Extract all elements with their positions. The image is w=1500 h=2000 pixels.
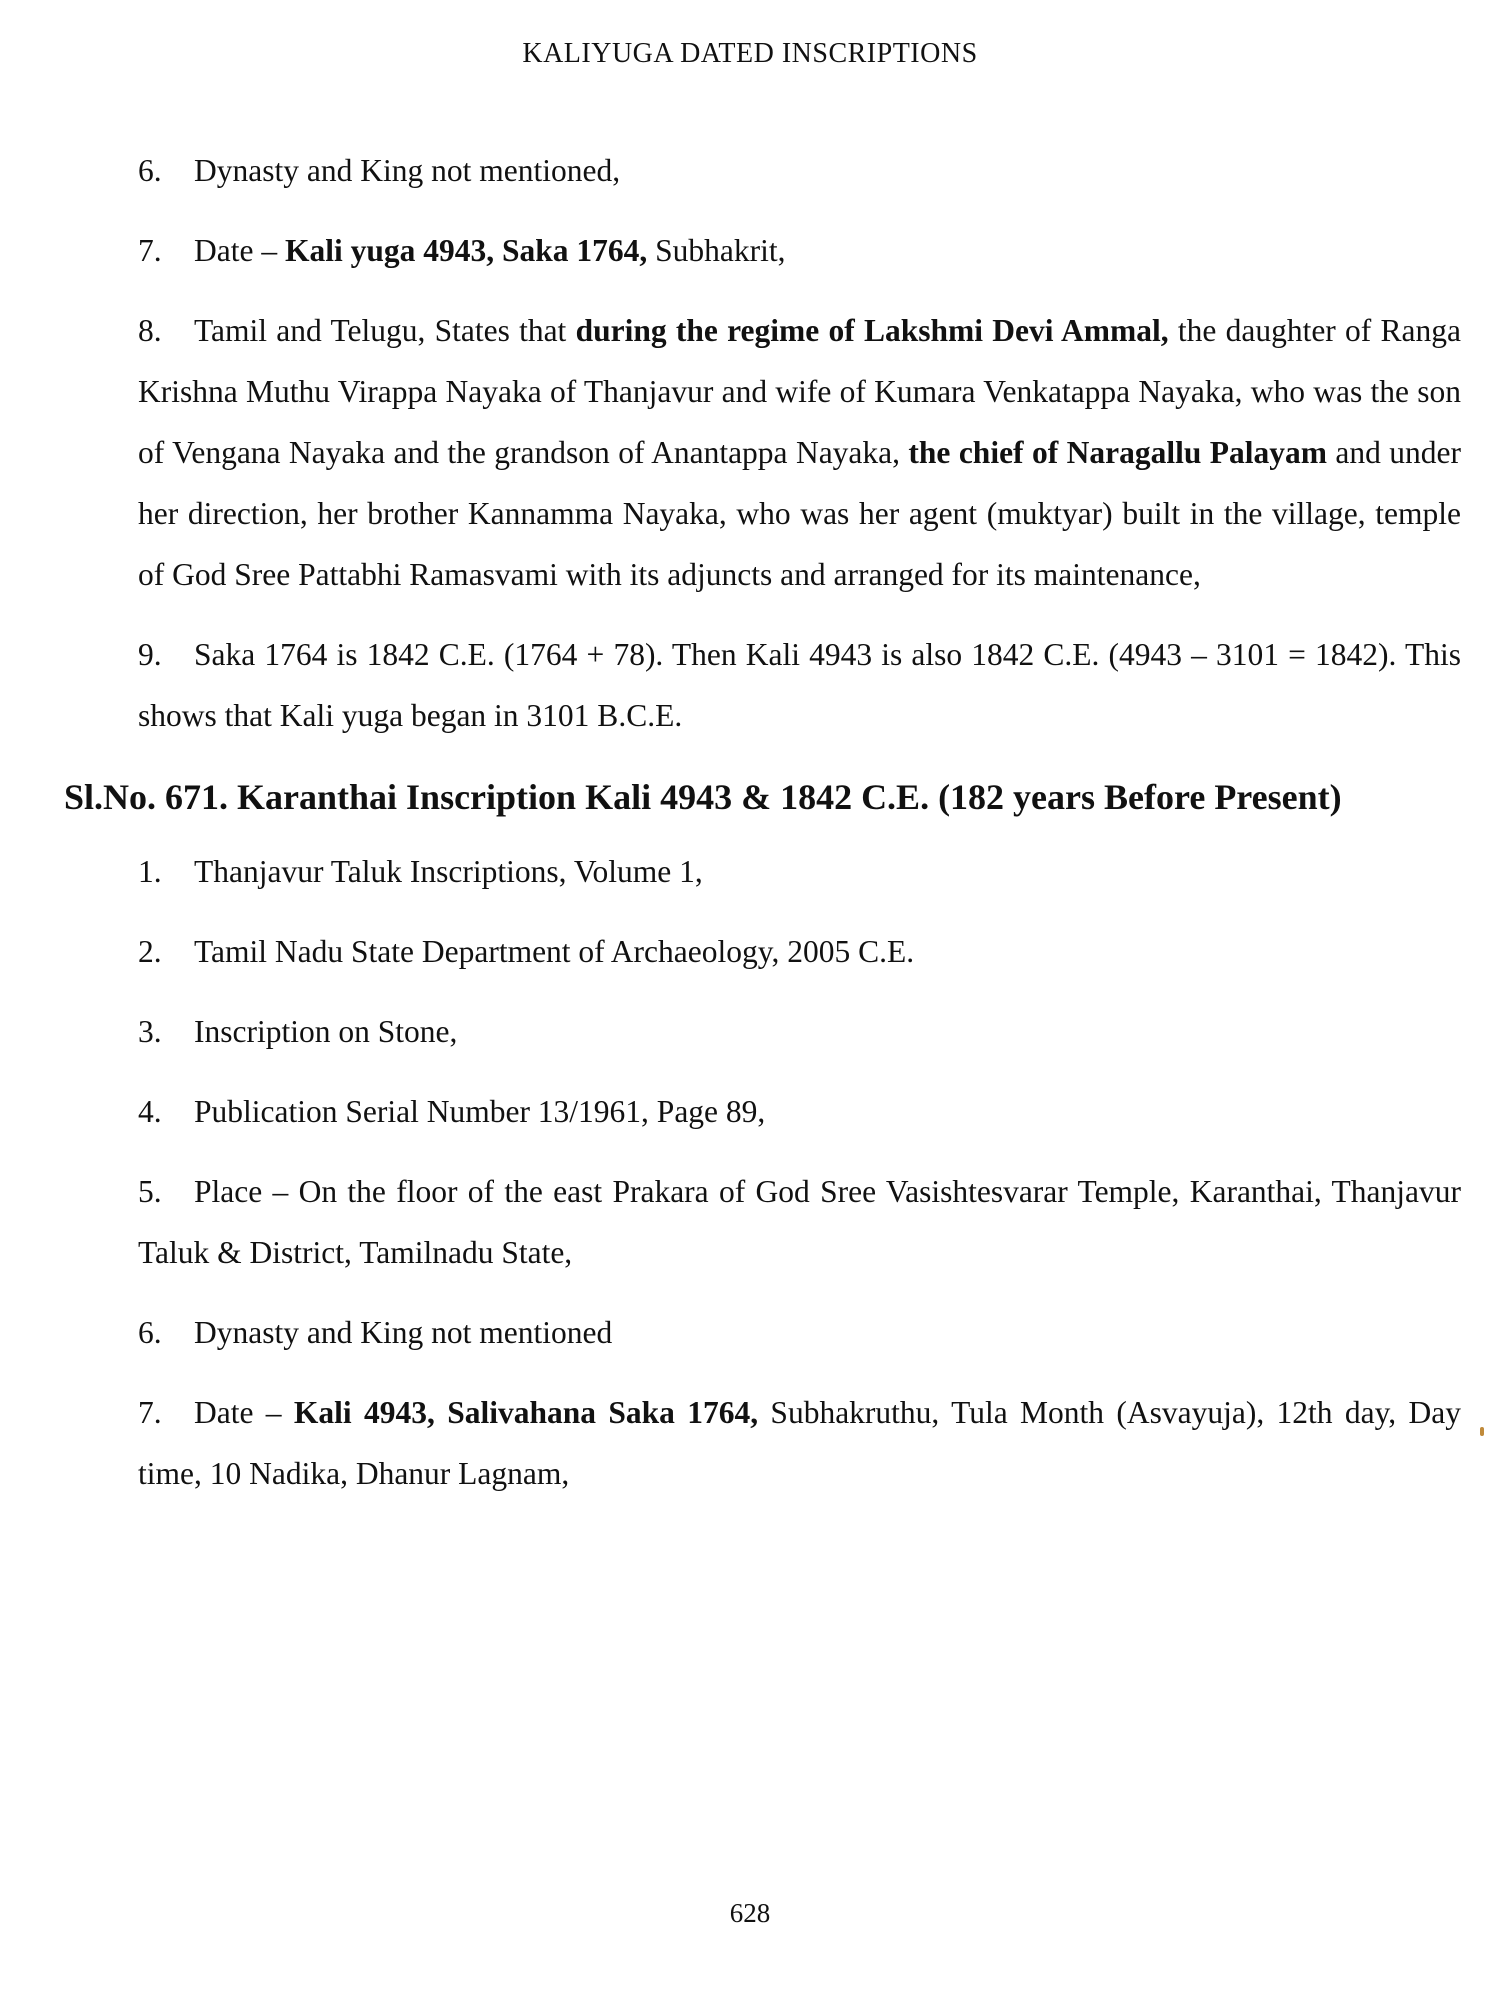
item-text: Saka 1764 is 1842 C.E. (1764 + 78). Then Kali 4943 is also 1842 C.E. (4943 – 3101 = 1842). This shows that Kali yuga began in 3101 B.C.E. xyxy=(138,637,1461,733)
page-number: 628 xyxy=(729,1898,771,1928)
list-item-b5 xyxy=(138,1161,1461,1283)
section-heading: Sl.No. 671. Karanthai Inscription Kali 4943 & 1842 C.E. (182 years Before Present) xyxy=(64,777,1342,817)
item-number: 8. xyxy=(138,313,162,348)
item-text: Date – xyxy=(194,1395,294,1430)
list-item-b1 xyxy=(138,841,1461,902)
item-text: Place – On the floor of the east Prakara of God Sree Vasishtesvarar Temple, Karanthai, Thanjavur Taluk & District, Tamilnadu State, xyxy=(138,1174,1461,1270)
item-text: the daughter of Ranga Krishna Muthu Virappa Nayaka of Thanjavur and wife of Kumara Venkatappa Nayaka, who was the son of Vengana Nayaka and the grandson of Anantappa Nayaka, xyxy=(138,313,1462,470)
list-item-a6 xyxy=(138,140,1461,201)
item-text: Thanjavur Taluk Inscriptions, Volume 1, xyxy=(194,854,703,889)
item-text: Date – xyxy=(194,233,285,268)
item-text: Tamil Nadu State Department of Archaeology, 2005 C.E. xyxy=(194,934,915,969)
item-number: 4. xyxy=(138,1094,162,1129)
list-item-b2 xyxy=(138,921,1461,982)
item-text-bold: Kali yuga 4943, Saka 1764, xyxy=(284,233,648,268)
item-number: 6. xyxy=(138,1315,162,1350)
item-number: 7. xyxy=(138,233,162,268)
page-content xyxy=(0,140,1500,1523)
item-number: 6. xyxy=(138,153,162,188)
list-item-a7 xyxy=(138,220,1461,281)
item-text: Dynasty and King not mentioned xyxy=(194,1315,613,1350)
item-number: 9. xyxy=(138,637,162,672)
item-text: Inscription on Stone, xyxy=(194,1014,458,1049)
item-number: 5. xyxy=(138,1174,162,1209)
list-item-a8 xyxy=(138,300,1461,605)
list-item-b7 xyxy=(138,1382,1461,1504)
list-item-a9 xyxy=(138,624,1461,746)
list-item-b4 xyxy=(138,1081,1461,1142)
item-text: Tamil and Telugu, States that xyxy=(194,313,576,348)
item-text: Subhakruthu, Tula Month (Asvayuja), 12th day, Day time, 10 Nadika, Dhanur Lagnam, xyxy=(138,1395,1461,1491)
item-text: Subhakrit, xyxy=(647,233,786,268)
item-number: 3. xyxy=(138,1014,162,1049)
item-text-bold: Kali 4943, Salivahana Saka 1764, xyxy=(293,1395,759,1430)
running-header: KALIYUGA DATED INSCRIPTIONS xyxy=(522,38,978,69)
item-number: 1. xyxy=(138,854,162,889)
list-item-b6 xyxy=(138,1302,1461,1363)
item-text: Dynasty and King not mentioned, xyxy=(194,153,621,188)
item-text: Publication Serial Number 13/1961, Page 89, xyxy=(194,1094,766,1129)
item-number: 7. xyxy=(138,1395,162,1430)
item-text: and under her direction, her brother Kannamma Nayaka, who was her agent (muktyar) built in the village, temple of God Sree Pattabhi Ramasvami with its adjuncts and arranged for its maintenance, xyxy=(138,435,1461,592)
list-item-b3 xyxy=(138,1001,1461,1062)
scan-speck xyxy=(1480,1427,1484,1436)
item-text-bold: the chief of Naragallu Palayam xyxy=(908,435,1327,470)
item-text-bold: during the regime of Lakshmi Devi Ammal, xyxy=(575,313,1169,348)
item-number: 2. xyxy=(138,934,162,969)
